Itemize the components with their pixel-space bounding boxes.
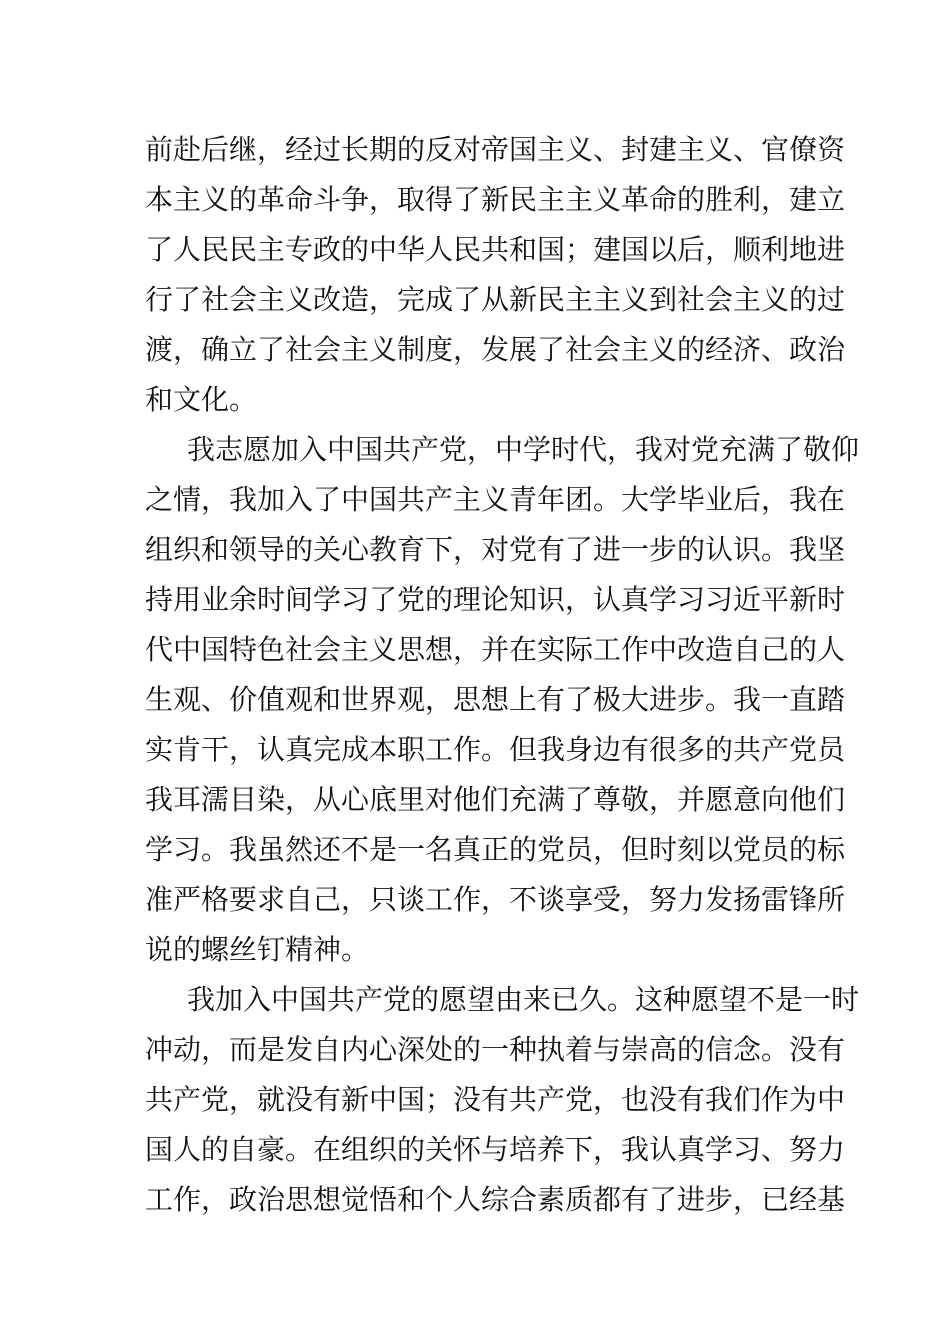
paragraph-line: 工作，政治思想觉悟和个人综合素质都有了进步，已经基 (145, 1183, 846, 1216)
paragraph-2 (145, 425, 860, 975)
paragraph-line: 持用业余时间学习了党的理论知识，认真学习习近平新时 (145, 583, 846, 616)
paragraph-line: 行了社会主义改造，完成了从新民主主义到社会主义的过 (145, 283, 846, 316)
paragraph-1 (145, 125, 846, 425)
paragraph-line: 实肯干，认真完成本职工作。但我身边有很多的共产党员 (145, 733, 846, 766)
paragraph-line: 代中国特色社会主义思想，并在实际工作中改造自己的人 (145, 633, 846, 666)
paragraph-line: 冲动，而是发自内心深处的一种执着与崇高的信念。没有 (145, 1033, 846, 1066)
paragraph-line: 国人的自豪。在组织的关怀与培养下，我认真学习、努力 (145, 1133, 846, 1166)
paragraph-line: 前赴后继，经过长期的反对帝国主义、封建主义、官僚资 (145, 133, 846, 166)
paragraph-line: 我耳濡目染，从心底里对他们充满了尊敬，并愿意向他们 (145, 783, 846, 816)
document-body (145, 125, 860, 1225)
paragraph-line: 组织和领导的关心教育下，对党有了进一步的认识。我坚 (145, 533, 846, 566)
paragraph-line: 学习。我虽然还不是一名真正的党员，但时刻以党员的标 (145, 833, 846, 866)
paragraph-line: 和文化。 (145, 383, 258, 416)
paragraph-line: 生观、价值观和世界观，思想上有了极大进步。我一直踏 (145, 683, 846, 716)
paragraph-line: 准严格要求自己，只谈工作，不谈享受，努力发扬雷锋所 (145, 883, 846, 916)
paragraph-line: 我志愿加入中国共产党，中学时代，我对党充满了敬仰 (187, 433, 860, 466)
paragraph-line: 本主义的革命斗争，取得了新民主主义革命的胜利，建立 (145, 183, 846, 216)
paragraph-line: 共产党，就没有新中国；没有共产党，也没有我们作为中 (145, 1083, 846, 1116)
paragraph-line: 我加入中国共产党的愿望由来已久。这种愿望不是一时 (187, 983, 860, 1016)
paragraph-3 (145, 975, 860, 1225)
paragraph-line: 之情，我加入了中国共产主义青年团。大学毕业后，我在 (145, 483, 846, 516)
paragraph-line: 渡，确立了社会主义制度，发展了社会主义的经济、政治 (145, 333, 846, 366)
paragraph-line: 说的螺丝钉精神。 (145, 933, 370, 966)
paragraph-line: 了人民民主专政的中华人民共和国；建国以后，顺利地进 (145, 233, 846, 266)
